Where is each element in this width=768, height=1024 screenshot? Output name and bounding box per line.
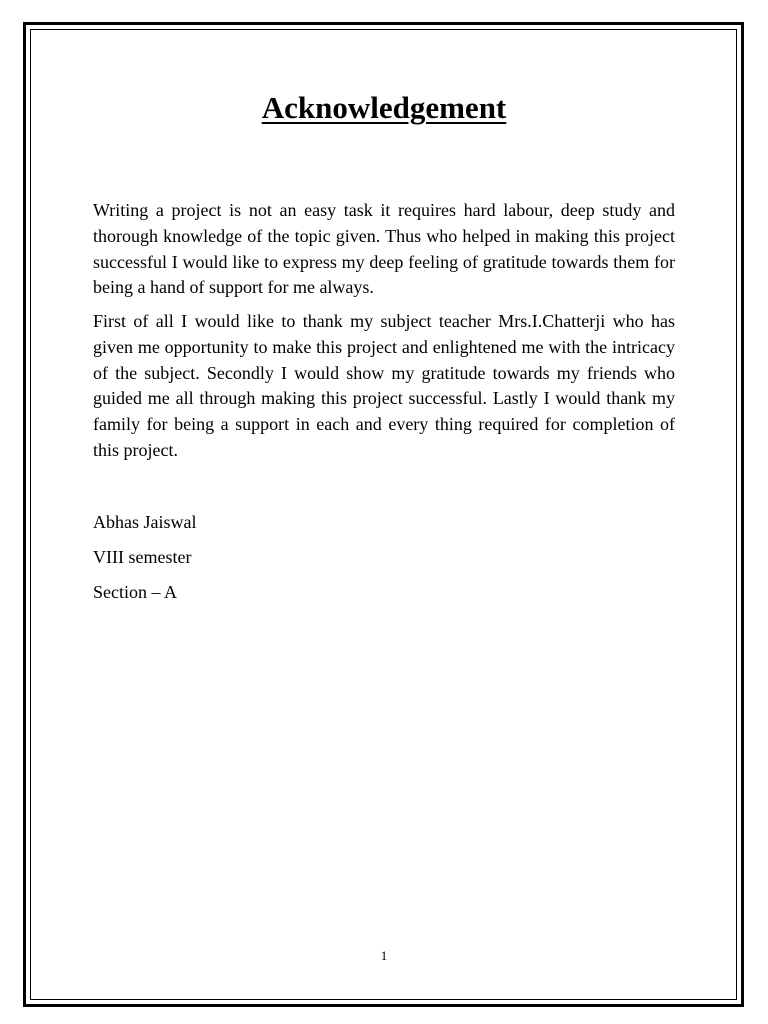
page-title: Acknowledgement	[261, 90, 507, 125]
page-number: 1	[380, 948, 388, 963]
author-semester: VIII semester	[93, 547, 192, 567]
paragraph-intro: Writing a project is not an easy task it requires hard labour, deep study and thorough knowledge of the topic given. Thus who helped in making this project successful I would like to express my deep feeling of gratitude towards them for being a hand of support for me always.	[93, 200, 675, 298]
paragraph-thanks: First of all I would like to thank my subject teacher Mrs.I.Chatterji who has given me opportunity to make this project and enlightened me with the intricacy of the subject. Secondly I would show my gratitude towards my friends who guided me all through making this project successful. Lastly I would thank my family for being a support in each and every thing required for completion of this project.	[93, 311, 675, 460]
author-section: Section – A	[93, 582, 177, 602]
author-name: Abhas Jaiswal	[93, 512, 197, 532]
